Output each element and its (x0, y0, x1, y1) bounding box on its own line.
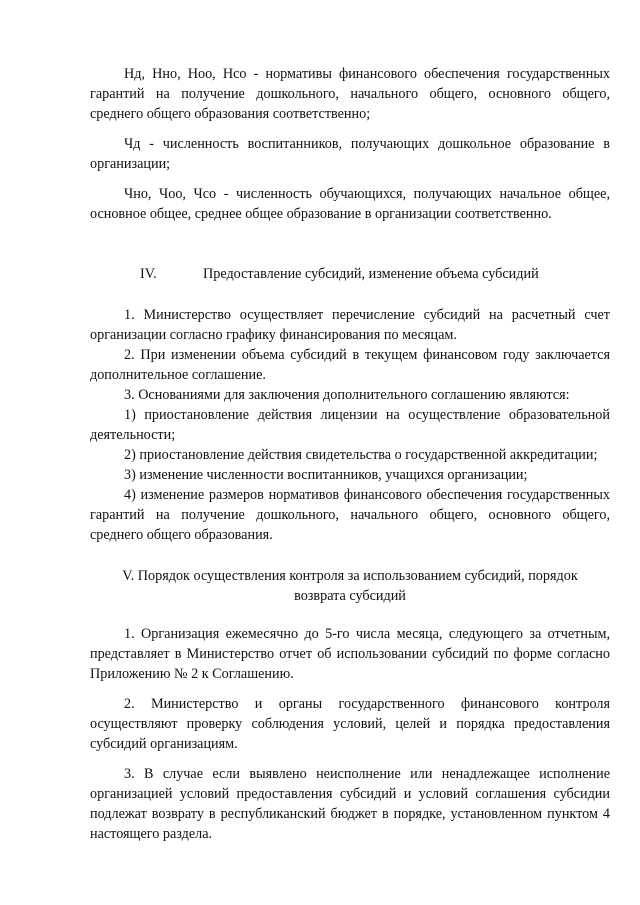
section-5-item-2: 2. Министерство и органы государственного финансового контроля осуществляют проверку соблюдения условий, целей и порядка предоставления субсидий организациям. (90, 696, 610, 752)
section-4-item-1: 1. Министерство осуществляет перечисление субсидий на расчетный счет организации согласно графику финансирования по месяцам. (90, 307, 610, 343)
section-4-item-3: 3. Основаниями для заключения дополнительного соглашению являются: (124, 387, 570, 403)
definition-norms: Нд, Нно, Ноо, Нсо - нормативы финансового обеспечения государственных гарантий на получение дошкольного, начального общего, основного общего, среднего общего образования соответственно; (90, 66, 610, 122)
definition-student-count: Чно, Чоо, Чсо - численность обучающихся, получающих начальное общее, основное общее, среднее общее образование в организации соответственно. (90, 186, 610, 222)
section-4-subitem-1: 1) приостановление действия лицензии на осуществление образовательной деятельности; (90, 407, 610, 443)
section-5-title-line-2: возврата субсидий (294, 588, 406, 604)
section-4-subitem-3: 3) изменение численности воспитанников, учащихся организации; (124, 467, 528, 483)
section-5-item-3: 3. В случае если выявлено неисполнение или ненадлежащее исполнение организацией условий предоставления субсидий и условий соглашения субсидии подлежат возврату в республиканский бюджет в порядке, установленном пунктом 4 настоящего раздела. (90, 766, 610, 842)
section-4-subitem-4: 4) изменение размеров нормативов финансового обеспечения государственных гарантий на получение дошкольного, начального общего, основного общего, среднего общего образования. (90, 487, 610, 543)
section-5-title-line-1: V. Порядок осуществления контроля за использованием субсидий, порядок (122, 568, 578, 584)
section-5-item-1: 1. Организация ежемесячно до 5-го числа месяца, следующего за отчетным, представляет в Министерство отчет об использовании субсидий по форме согласно Приложению № 2 к Соглашению. (90, 626, 610, 682)
section-4-heading (140, 264, 539, 284)
section-4-title: Предоставление субсидий, изменение объема субсидий (203, 266, 539, 282)
definition-preschool-count: Чд - численность воспитанников, получающих дошкольное образование в организации; (90, 136, 610, 172)
section-4-subitem-2: 2) приостановление действия свидетельства о государственной аккредитации; (124, 447, 598, 463)
section-4-number: IV. (140, 266, 157, 282)
section-4-item-2: 2. При изменении объема субсидий в текущем финансовом году заключается дополнительное соглашение. (90, 347, 610, 383)
